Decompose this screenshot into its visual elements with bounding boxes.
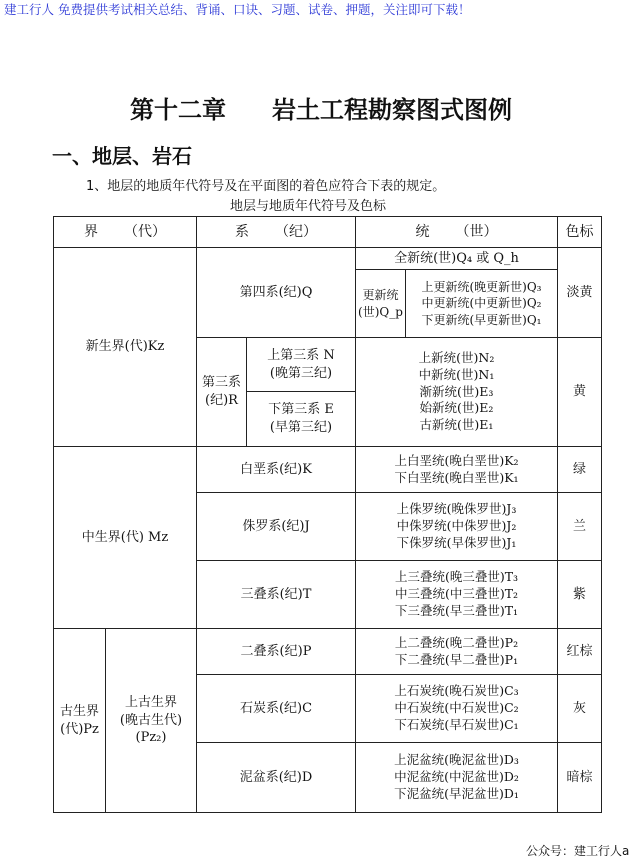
color-pale-yellow: 淡黄 bbox=[558, 248, 602, 338]
triassic-cell: 三叠系(纪)T bbox=[197, 561, 356, 629]
upper-tertiary: 上第三系 N (晚第三纪) bbox=[247, 338, 355, 392]
footer-label: 公众号： bbox=[526, 844, 575, 858]
footer-name: 建工行人a bbox=[574, 844, 630, 858]
chapter-heading bbox=[130, 90, 512, 125]
footer-account bbox=[526, 842, 629, 859]
color-dark-brown: 暗棕 bbox=[558, 743, 602, 813]
jurassic-series: 上侏罗统(晚侏罗世)J₃ 中侏罗统(中侏罗世)J₂ 下侏罗统(早侏罗世)J₁ bbox=[356, 493, 558, 561]
quaternary-cell: 第四系(纪)Q bbox=[197, 248, 356, 338]
promo-banner: 建工行人 免费提供考试相关总结、背诵、口诀、习题、试卷、押题，关注即可下载！ bbox=[4, 2, 471, 17]
chapter-title: 岩土工程勘察图式图例 bbox=[272, 96, 512, 124]
carboniferous-cell: 石炭系(纪)C bbox=[197, 675, 356, 743]
section-title: 一、地层、岩石 bbox=[52, 144, 192, 168]
devonian-series: 上泥盆统(晚泥盆世)D₃ 中泥盆统(中泥盆世)D₂ 下泥盆统(早泥盆世)D₁ bbox=[356, 743, 558, 813]
holocene-cell: 全新统(世)Q₄ 或 Q_h bbox=[356, 248, 558, 270]
table-row bbox=[54, 248, 602, 270]
header-system: 系 （纪） bbox=[197, 217, 356, 248]
mesozoic-cell: 中生界(代) Mz bbox=[54, 447, 197, 629]
header-erathem: 界 （代） bbox=[54, 217, 197, 248]
paleozoic-cell: 古生界 (代)Pz bbox=[54, 629, 106, 813]
chapter-number: 第十二章 bbox=[130, 96, 226, 124]
tertiary-cell: 第三系 (纪)R bbox=[197, 338, 247, 447]
pleistocene-cell: 更新统 (世)Q_p bbox=[356, 270, 406, 338]
color-yellow: 黄 bbox=[558, 338, 602, 447]
devonian-cell: 泥盆系(纪)D bbox=[197, 743, 356, 813]
tertiary-subdivisions bbox=[247, 338, 356, 447]
upper-paleozoic-cell: 上古生界 (晚古生代) (Pz₂) bbox=[106, 629, 197, 813]
cretaceous-series: 上白垩统(晚白垩世)K₂ 下白垩统(晚白垩世)K₁ bbox=[356, 447, 558, 493]
color-red-brown: 红棕 bbox=[558, 629, 602, 675]
cenozoic-cell: 新生界(代)Kz bbox=[54, 248, 197, 447]
header-color: 色标 bbox=[558, 217, 602, 248]
tertiary-series: 上新统(世)N₂ 中新统(世)N₁ 渐新统(世)E₃ 始新统(世)E₂ 古新统(世)E₁ bbox=[356, 338, 558, 447]
strata-table bbox=[53, 216, 602, 813]
table-header-row bbox=[54, 217, 602, 248]
triassic-series: 上三叠统(晚三叠世)T₃ 中三叠统(中三叠世)T₂ 下三叠统(早三叠世)T₁ bbox=[356, 561, 558, 629]
color-blue: 兰 bbox=[558, 493, 602, 561]
table-row bbox=[54, 629, 602, 675]
color-green: 绿 bbox=[558, 447, 602, 493]
permian-cell: 二叠系(纪)P bbox=[197, 629, 356, 675]
paragraph: 1、地层的地质年代符号及在平面图的着色应符合下表的规定。 bbox=[86, 179, 446, 194]
table-row bbox=[54, 447, 602, 493]
lower-tertiary: 下第三系 E (早第三纪) bbox=[268, 402, 334, 435]
jurassic-cell: 侏罗系(纪)J bbox=[197, 493, 356, 561]
carboniferous-series: 上石炭统(晚石炭世)C₃ 中石炭统(中石炭世)C₂ 下石炭统(早石炭世)C₁ bbox=[356, 675, 558, 743]
color-gray: 灰 bbox=[558, 675, 602, 743]
header-series: 统 （世） bbox=[356, 217, 558, 248]
permian-series: 上二叠统(晚二叠世)P₂ 下二叠统(早二叠世)P₁ bbox=[356, 629, 558, 675]
table-caption: 地层与地质年代符号及色标 bbox=[230, 199, 387, 214]
cretaceous-cell: 白垩系(纪)K bbox=[197, 447, 356, 493]
color-purple: 紫 bbox=[558, 561, 602, 629]
pleistocene-series: 上更新统(晚更新世)Q₃ 中更新统(中更新世)Q₂ 下更新统(早更新世)Q₁ bbox=[406, 270, 558, 338]
